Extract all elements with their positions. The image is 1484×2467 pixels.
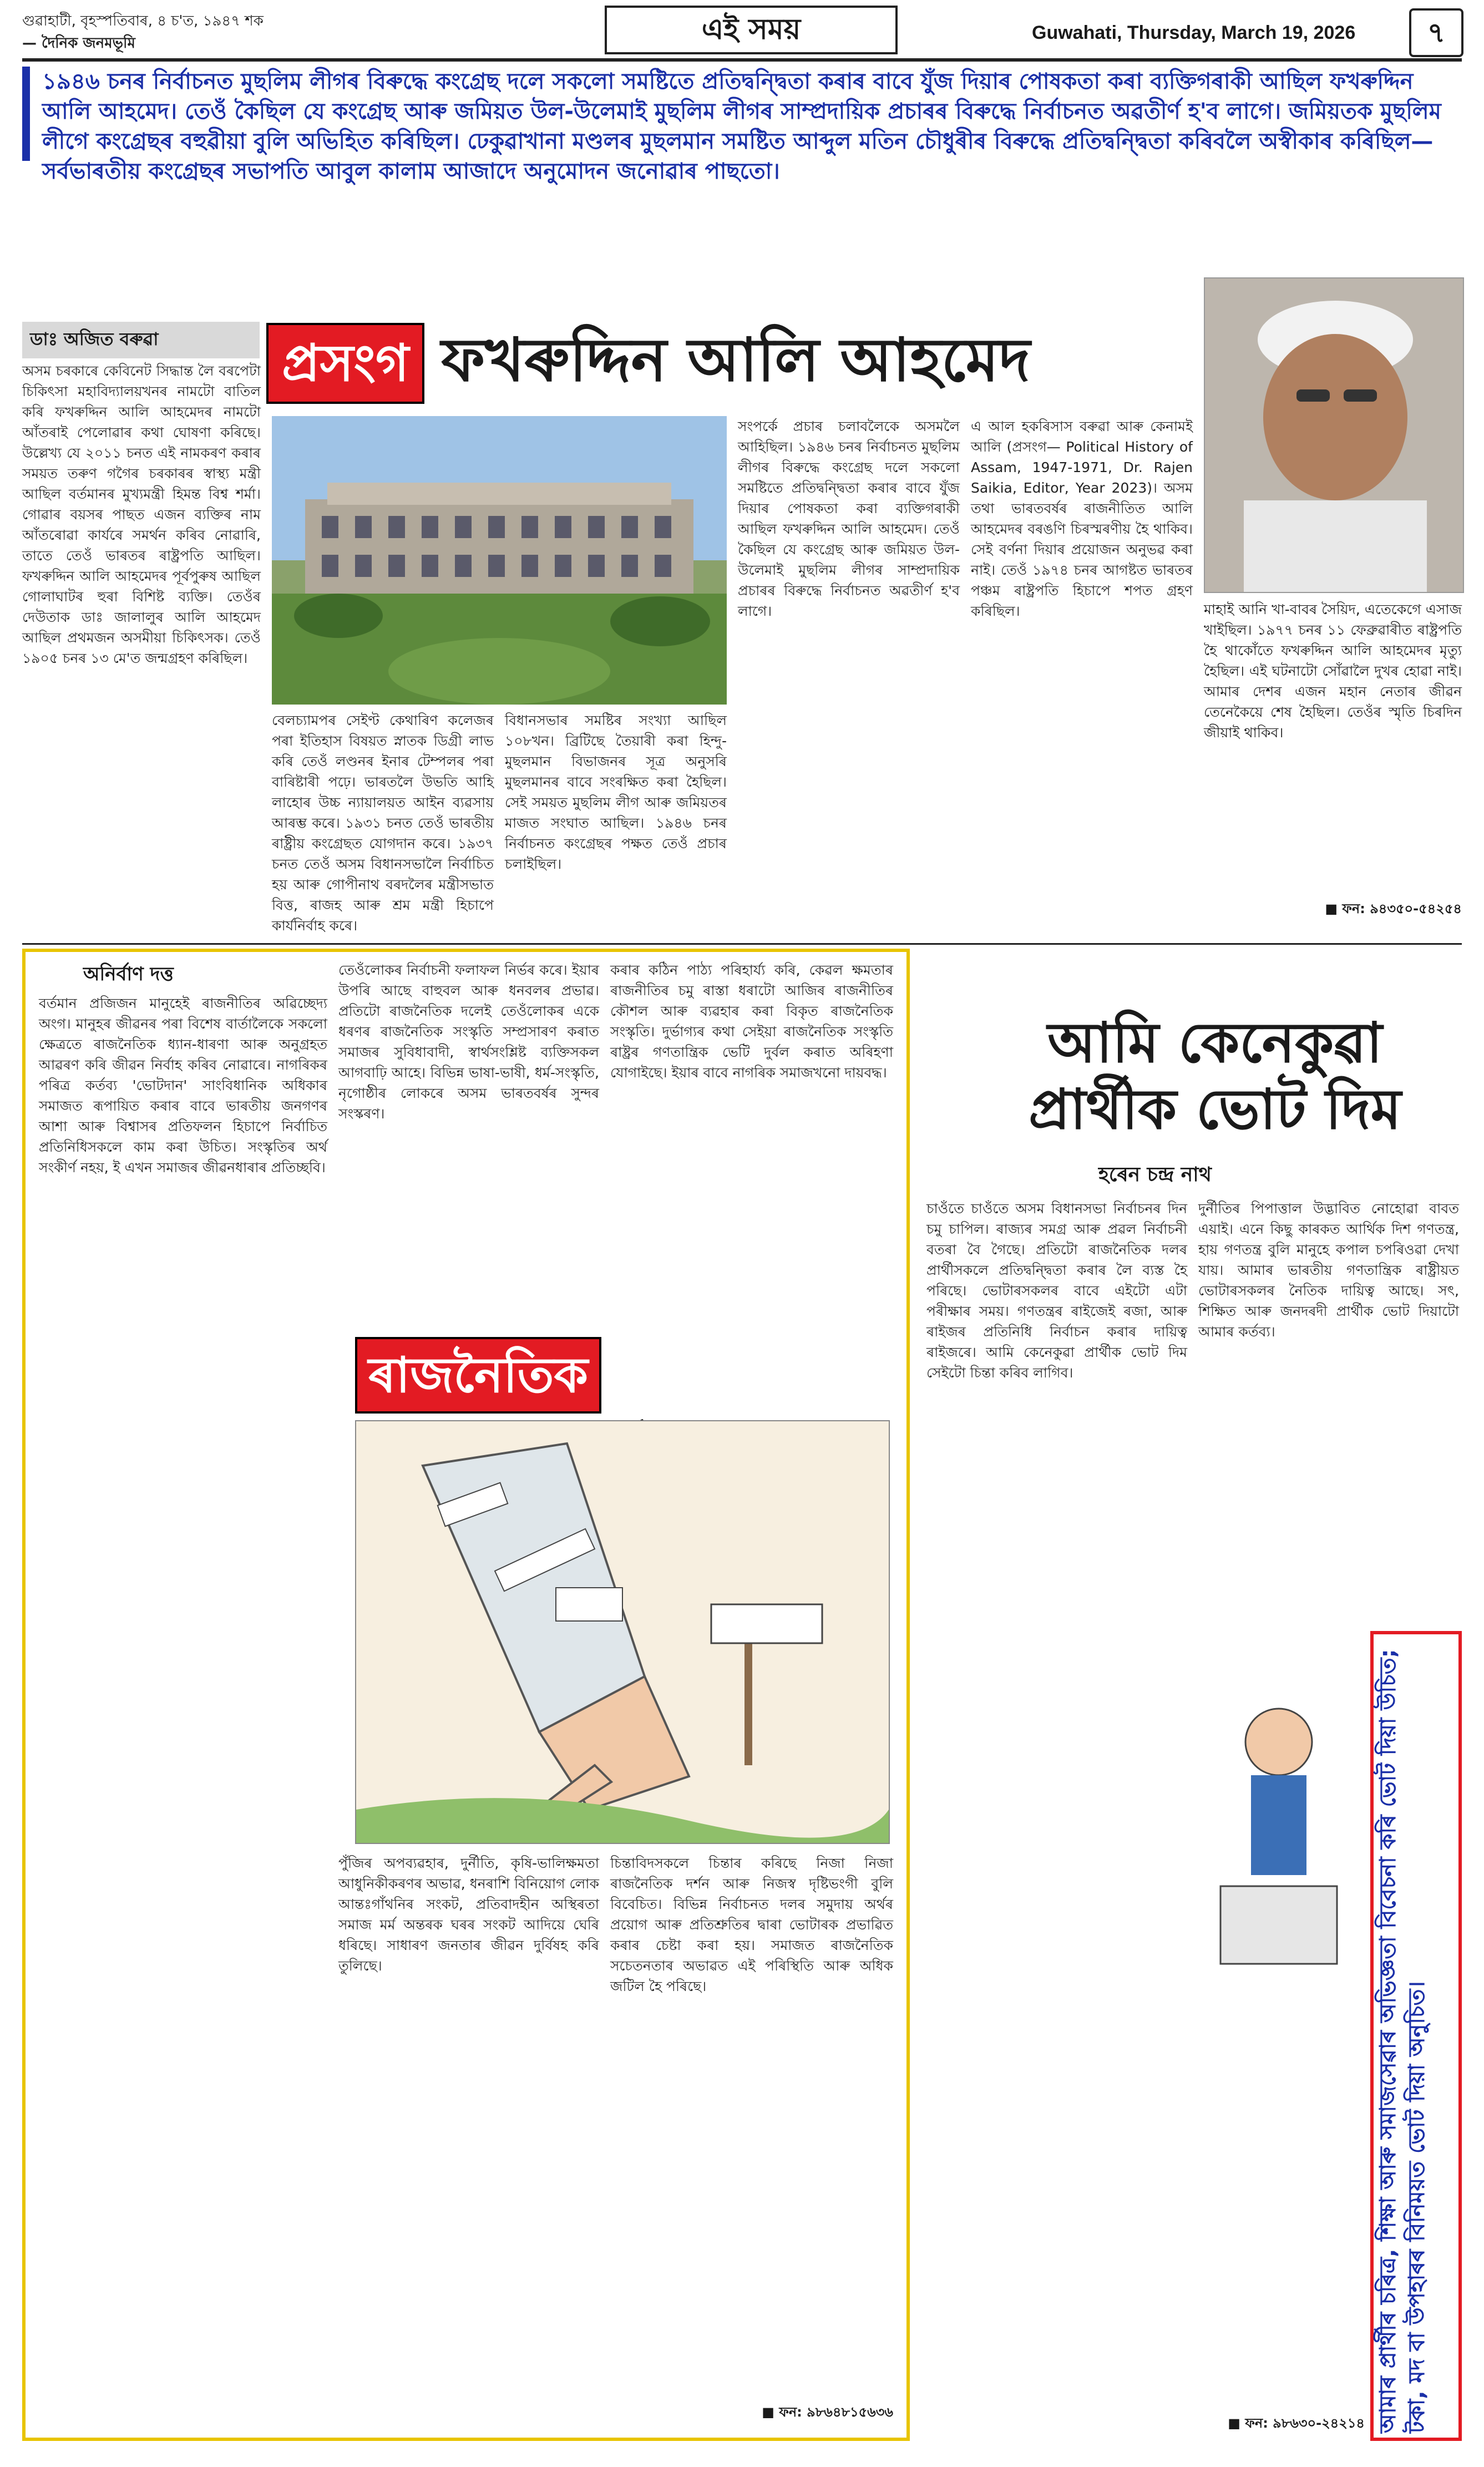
college-building-image bbox=[272, 416, 727, 705]
article3-author: হৰেন চন্দ্ৰ নাথ bbox=[1098, 1163, 1212, 1186]
article2-redbox: ৰাজনৈতিক bbox=[355, 1337, 601, 1414]
portrait-caption: মাহাই আনি খা-বাবৰ সৈয়িদ, এতেকেগে এসাজ খাইছিল। ১৯৭৭ চনৰ ১১ ফেব্ৰুৱাৰীত ৰাষ্ট্ৰপতি হৈ থাকোঁতে ফখৰুদ্দিন আলি আহমেদৰ মৃত্যু হৈছিল। এই ঘটনাটো সোঁৱালৈ দুখৰ হোৱা নাই। আমাৰ দেশৰ এজন মহান নেতাৰ জীৱন তেনেকৈয়ে শেষ হৈছিল। তেওঁৰ স্মৃতি চিৰদিন জীয়াই থাকিব। bbox=[1204, 601, 1462, 741]
article1-headline bbox=[266, 322, 1176, 405]
sidebar-vertical-box bbox=[1370, 1631, 1462, 2441]
english-date: Guwahati, Thursday, March 19, 2026 bbox=[1032, 22, 1356, 43]
college-building-photo bbox=[272, 416, 727, 705]
article3-col1: চাওঁতে চাওঁতে অসম বিধানসভা নিৰ্বাচনৰ দিন চমু চাপিল। ৰাজ্যৰ সমগ্ৰ আৰু প্ৰৱল নিৰ্বাচনী বতৰা বৈ গৈছে। প্ৰতিটো ৰাজনৈতিক দলৰ প্ৰাৰ্থীসকলে প্ৰতিদ্বন্দ্বিতা কৰাৰ লৈ ব্যস্ত হৈ পৰিছে। ভোটাৰসকলৰ বাবে এইটো এটা পৰীক্ষাৰ সময়। গণতন্ত্ৰৰ ৰাইজেই ৰজা, আৰু ৰাইজৰ প্ৰতিনিধি নিৰ্বাচন কৰাৰ দায়িত্ব ৰাইজৰে। আমি কেনেকুৱা প্ৰাৰ্থীক ভোট দিম সেইটো চিন্তা কৰিব লাগিব। bbox=[926, 1200, 1187, 1381]
article1-byline: ডাঃ অজিত বৰুৱা bbox=[22, 322, 260, 358]
article3-col2: দুৰ্নীতিৰ পিপাত্তাল উদ্ভাবিত নোহোৱা বাবত এয়াই। এনে কিছু কাৰকত আৰ্থিক দিশ গণতন্ত্ৰ, হায় গণতন্ত্ৰ বুলি মানুহে কপাল চপৰিওৱা দেখা যায়। আমাৰ ভাৰতীয় গণতান্ত্ৰিক ৰাষ্ট্ৰীয়ত ভোটাৰসকলৰ নৈতিক দায়িত্ব আছে। সৎ, শিক্ষিত আৰু জনদৰদী প্ৰাৰ্থীক ভোট দিয়াটো আমাৰ কৰ্তব্য। bbox=[1198, 1200, 1459, 1340]
portrait-image bbox=[1205, 278, 1463, 592]
article3-headline: আমি কেনেকুৱা প্ৰাৰ্থীক ভোট দিম bbox=[1029, 1010, 1401, 1142]
article2-author: অনিৰ্বাণ দত্ত bbox=[83, 963, 174, 985]
article1-col4: সংপৰ্কে প্ৰচাৰ চলাবলৈকে অসমলৈ আহিছিল। ১৯৪৬ চনৰ নিৰ্বাচনত মুছলিম লীগৰ বিৰুদ্ধে কংগ্ৰেছ দলে সকলো সমষ্টিতে প্ৰতিদ্বন্দ্বিতা কৰাৰ বাবে যুঁজ দিয়াৰ পোষকতা কৰা ব্যক্তিগৰাকী আছিল ফখৰুদ্দিন আলি আহমেদ। তেওঁ কৈছিল যে কংগ্ৰেছ আৰু জমিয়ত উল-উলেমাই মুছলিম লীগৰ সাম্প্ৰদায়িক প্ৰচাৰৰ বিৰুদ্ধে নিৰ্বাচনত অৱতীৰ্ণ হ'ব লাগে। bbox=[738, 418, 960, 619]
article1-col5: এ আল হকৰিসাস বৰুৱা আৰু কেনামই আলি (প্ৰসংগ— Political History of Assam, 1947-1971, Dr. Rajen Saikia, Editor, Year 2023)। অসম তথা ভাৰতবৰ্ষৰ ৰাজনীতিত আলি আহমেদৰ বৰঙণি চিৰস্মৰণীয় হৈ থাকিব। সেই বৰ্ণনা দিয়াৰ প্ৰয়োজন অনুভৱ কৰা নাই। তেওঁ ১৯৭৪ চনৰ আগষ্টত ভাৰতৰ পঞ্চম ৰাষ্ট্ৰপতি হিচাপে শপত গ্ৰহণ কৰিছিল। bbox=[971, 418, 1193, 619]
article1-col3: বিধানসভাৰ সমষ্টিৰ সংখ্যা আছিল ১০৮খন। ব্ৰিটিছে তৈয়াৰী কৰা হিন্দু-মুছলমান বিভাজনৰ সূত্ৰ অনুসৰি মুছলমানৰ বাবে সংৰক্ষিত কৰা হৈছিল। সেই সময়ত মুছলিম লীগ আৰু জমিয়তৰ মাজত সংঘাত আছিল। ১৯৪৬ চনৰ নিৰ্বাচনত কংগ্ৰেছৰ পক্ষত তেওঁ প্ৰচাৰ চলাইছিল। bbox=[505, 712, 727, 872]
article2-col-lower2: চিন্তাবিদসকলে চিন্তাৰ কৰিছে নিজা নিজা ৰাজনৈতিক দৰ্শন আৰু নিজস্ব দৃষ্টিভংগী বুলি বিবেচিত। বিভিন্ন নিৰ্বাচনত দলৰ সমুদায় অৰ্থৰ প্ৰয়োগ আৰু প্ৰতিশ্ৰুতিৰ দ্বাৰা ভোটাৰক প্ৰভাৱিত কৰাৰ চেষ্টা কৰা হয়। সমাজত ৰাজনৈতিক সচেতনতাৰ অভাৱত এই পৰিস্থিতি আৰু অধিক জটিল হৈ পৰিছে। bbox=[610, 1855, 893, 1994]
voter-illustration bbox=[1198, 1631, 1359, 2430]
article2-col2: তেওঁলোকৰ নিৰ্বাচনী ফলাফল নিৰ্ভৰ কৰে। ইয়াৰ উপৰি আছে বাহুবল আৰু ধনবলৰ প্ৰভাৱ। প্ৰতিটো ৰাজনৈতিক দলেই তেওঁলোকৰ একে ধৰণৰ ৰাজনৈতিক সংস্কৃতি সম্প্ৰসাৰণ কৰাত সমাজৰ সুবিধাবাদী, স্বাৰ্থসংশ্লিষ্ট ব্যক্তিসকল আগবাঢ়ি আহে। বিভিন্ন ভাষা-ভাষী, ধৰ্ম-সংস্কৃতি, নৃগোষ্ঠীৰ লোকৰে অসম ভাৰতবৰ্ষৰ সুন্দৰ সংস্কৰণ। bbox=[338, 962, 599, 1122]
article1-col2: বেলচ্যামপৰ সেইণ্ট কেথাৰিণ কলেজৰ পৰা ইতিহাস বিষয়ত স্নাতক ডিগ্ৰী লাভ কৰি তেওঁ লণ্ডনৰ ইনাৰ টেম্পলৰ পৰা বাৰিষ্টাৰী পঢ়ে। ভাৰতলৈ উভতি আহি লাহোৰ উচ্চ ন্যায়ালয়ত আইন ব্যৱসায় আৰম্ভ কৰে। ১৯৩১ চনত তেওঁ ভাৰতীয় ৰাষ্ট্ৰীয় কংগ্ৰেছত যোগদান কৰে। ১৯৩৭ চনত তেওঁ অসম বিধানসভালৈ নিৰ্বাচিত হয় আৰু গোপীনাথ বৰদলৈৰ মন্ত্ৰীসভাত বিত্ত, ৰাজহ আৰু শ্ৰম মন্ত্ৰী হিচাপে কাৰ্যনিৰ্বাহ কৰে। bbox=[272, 712, 494, 934]
article1-tag: প্ৰসংগ bbox=[266, 323, 424, 404]
article1-phone: ■ ফন: ৯৪৩৫০-৫৪২৫৪ bbox=[1325, 901, 1462, 916]
intro-text: ১৯৪৬ চনৰ নিৰ্বাচনত মুছলিম লীগৰ বিৰুদ্ধে কংগ্ৰেছ দলে সকলো সমষ্টিতে প্ৰতিদ্বন্দ্বিতা কৰাৰ বাবে যুঁজ দিয়াৰ পোষকতা কৰা ব্যক্তিগৰাকী আছিল ফখৰুদ্দিন আলি আহমেদ। তেওঁ কৈছিল যে কংগ্ৰেছ আৰু জমিয়ত উল-উলেমাই মুছলিম লীগৰ সাম্প্ৰদায়িক প্ৰচাৰৰ বিৰুদ্ধে নিৰ্বাচনত অৱতীৰ্ণ হ'ব লাগে। জমিয়তক মুছলিম লীগে কংগ্ৰেছৰ বহুৱীয়া বুলি অভিহিত কৰিছিল। ঢেকুৱাখানা মণ্ডলৰ মুছলমান সমষ্টিত আব্দুল মতিন চৌধুৰীৰ বিৰুদ্ধে প্ৰতিদ্বন্দ্বিতা কৰিবলৈ অস্বীকাৰ কৰিছিল— সৰ্বভাৰতীয় কংগ্ৰেছৰ সভাপতি আবুল কালাম আজাদে অনুমোদন জনোৱাৰ পাছতো। bbox=[22, 67, 1462, 161]
date-line: গুৱাহাটী, বৃহস্পতিবাৰ, ৪ চ'ত, ১৯৪৭ শক bbox=[22, 13, 264, 29]
cartoon-image bbox=[356, 1421, 889, 1843]
header-date-line bbox=[22, 10, 264, 54]
article2-headline bbox=[355, 1337, 910, 1415]
article1-title: ফখৰুদ্দিন আলি আহমেদ bbox=[441, 325, 1031, 395]
article2-col1: বৰ্তমান প্ৰজিজন মানুহেই ৰাজনীতিৰ অৱিচ্ছেদ্য অংগ। মানুহৰ জীৱনৰ পৰা বিশেষ বাৰ্তালৈকে সকলো ক্ষেত্ৰতে ৰাজনৈতিক ধ্যান-ধাৰণা আৰু অনুগ্ৰহত আৱৰণ কৰি জীৱন নিৰ্বাহ কৰিব নোৱাৰে। নাগৰিকৰ পৰিত্ৰ কৰ্তব্য 'ভোটদান' সাংবিধানিক অধিকাৰ সমাজত ৰূপায়িত কৰাৰ বাবে ভাৰতীয় জনগণৰ আশা আৰু বিশ্বাসৰ প্ৰতিফলন হিচাপে নিৰ্বাচিত প্ৰতিনিধিসকলে কাম কৰা উচিত। সংস্কৃতিৰ অৰ্থ সংকীৰ্ণ নহয়, ই এখন সমাজৰ জীৱনধাৰাৰ প্ৰতিচ্ছবি। bbox=[39, 995, 327, 1176]
article1-col1: অসম চৰকাৰে কেবিনেট সিদ্ধান্ত লৈ বৰপেটা চিকিৎসা মহাবিদ্যালয়খনৰ নামটো বাতিল কৰি ফখৰুদ্দিন আলি আহমেদৰ নামটো আঁতৰাই পেলোৱাৰ কথা ঘোষণা কৰিছে। উল্লেখ্য যে ২০১১ চনত এই নামকৰণ কৰাৰ সময়ত তৰুণ গগৈৰ চৰকাৰৰ স্বাস্থ্য মন্ত্ৰী আছিল বৰ্তমানৰ মুখ্যমন্ত্ৰী হিমন্ত বিশ্ব শৰ্মা। গোৱাৰ বয়সৰ পাছত এজন ব্যক্তিৰ নাম আঁতৰোৱা কাৰ্যৰে সমৰ্থন কৰিব নোৱাৰি, তাতে তেওঁ ভাৰতৰ ৰাষ্ট্ৰপতি আছিল। ফখৰুদ্দিন আলি আহমেদৰ পূৰ্বপুৰুষ আছিল গোলাঘাটৰ হুৰা বিশিষ্ট ব্যক্তি। তেওঁৰ দেউতাক ডাঃ জালালুৰ আলি আহমেদ আছিল প্ৰথমজন অসমীয়া চিকিৎসক। তেওঁ ১৯০৫ চনৰ ১৩ মে'ত জন্মগ্ৰহণ কৰিছিল। bbox=[22, 363, 261, 666]
section-divider bbox=[22, 943, 1462, 945]
article2-col3: কৰাৰ কঠিন পাঠ্য পৰিহাৰ্য্য কৰি, কেৱল ক্ষমতাৰ ৰাজনীতিৰ চমু ৰাস্তা ধৰাটো আজিৰ ৰাজনীতিৰ কৌশল আৰু ব্যৱহাৰ কৰা বিকৃত ৰাজনৈতিক সংস্কৃতি। দুৰ্ভাগ্যৰ কথা সেইয়া ৰাজনৈতিক সংস্কৃতি ৰাষ্ট্ৰৰ গণতান্ত্ৰিক ভেটি দুৰ্বল কৰাত অৰিহণা যোগাইছে। ইয়াৰ বাবে নাগৰিক সমাজখনো দায়বদ্ধ। bbox=[610, 962, 893, 1081]
page-number: ৭ bbox=[1409, 8, 1463, 57]
header-rule bbox=[22, 58, 1462, 62]
paper-name: — দৈনিক জনমভূমি bbox=[22, 35, 135, 52]
article2-phone: ■ ফন: ৯৮৬৪৮১৫৬৩৬ bbox=[762, 2404, 893, 2420]
article3-illustration bbox=[1198, 1631, 1359, 2430]
article2-col-lower1: পুঁজিৰ অপব্যৱহাৰ, দুৰ্নীতি, কৃষি-ভালিক্ষমতা আধুনিকীকৰণৰ অভাৱ, ধনৰাশি বিনিয়োগ লোক আন্তঃগাঁথনিৰ সংকট, প্ৰতিবাদহীন অস্থিৰতা সমাজ মৰ্ম অন্তৰক ঘৰৰ সংকট আদিয়ে ঘেৰি ধৰিছে। সাধাৰণ জনতাৰ জীৱন দুৰ্বিষহ কৰি তুলিছে। bbox=[338, 1855, 599, 1974]
fakhruddin-portrait bbox=[1204, 277, 1464, 593]
politics-cartoon bbox=[355, 1420, 890, 1844]
article3-phone: ■ ফন: ৯৮৬৩০-২৪২১৪ bbox=[1228, 2415, 1365, 2431]
sidebar-vertical-text: আমাৰ প্ৰাৰ্থীৰ চৰিত্ৰ, শিক্ষা আৰু সমাজসেৱাৰ অভিজ্ঞতা বিবেচনা কৰি ভোট দিয়া উচিত; টকা, মদ বা উপহাৰৰ বিনিময়ত ভোট দিয়া অনুচিত। bbox=[1375, 1649, 1430, 2433]
section-title: এই সময় bbox=[605, 6, 898, 54]
